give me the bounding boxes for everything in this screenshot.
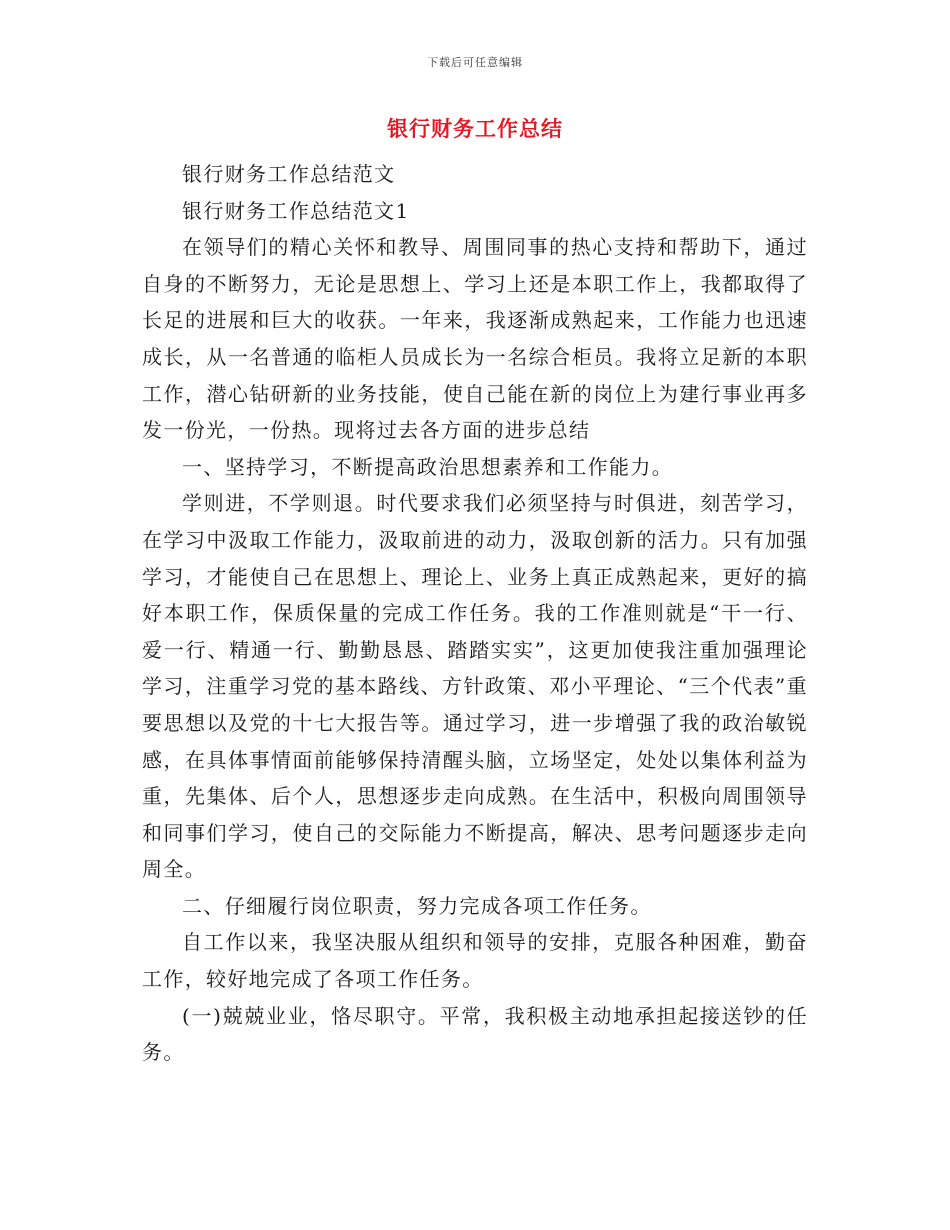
subsection-paragraph-1: (一)兢兢业业，恪尽职守。平常，我积极主动地承担起接送钞的任务。 xyxy=(142,1003,808,1065)
document-body xyxy=(142,156,808,1071)
section-heading-1: 一、坚持学习，不断提高政治思想素养和工作能力。 xyxy=(182,454,674,479)
duty-paragraph: 自工作以来，我坚决服从组织和领导的安排，克服各种困难，勤奋工作，较好地完成了各项工作任务。 xyxy=(142,930,808,992)
subtitle-paragraph-1: 银行财务工作总结范文1 xyxy=(182,198,410,223)
section-heading-2: 二、仔细履行岗位职责，努力完成各项工作任务。 xyxy=(182,893,652,918)
document-title: 银行财务工作总结 xyxy=(387,116,563,141)
study-paragraph: 学则进，不学则退。时代要求我们必须坚持与时俱进，刻苦学习，在学习中汲取工作能力，汲取前进的动力，汲取创新的活力。只有加强学习，才能使自己在思想上、理论上、业务上真正成熟起来，更好的搞好本职工作，保质保量的完成工作任务。我的工作准则就是“干一行、爱一行、精通一行、勤勤恳恳、踏踏实实”，这更加使我注重加强理论学习，注重学习党的基本路线、方针政策、邓小平理论、“三个代表”重要思想以及党的十七大报告等。通过学习，进一步增强了我的政治敏锐感，在具体事情面前能够保持清醒头脑，立场坚定，处处以集体利益为重，先集体、后个人，思想逐步走向成熟。在生活中，积极向周围领导和同事们学习，使自己的交际能力不断提高，解决、思考问题逐步走向周全。 xyxy=(142,491,808,882)
intro-paragraph: 在领导们的精心关怀和教导、周围同事的热心支持和帮助下，通过自身的不断努力，无论是思想上、学习上还是本职工作上，我都取得了长足的进展和巨大的收获。一年来，我逐渐成熟起来，工作能力也迅速成长，从一名普通的临柜人员成长为一名综合柜员。我将立足新的本职工作，潜心钻研新的业务技能，使自己能在新的岗位上为建行事业再多发一份光，一份热。现将过去各方面的进步总结 xyxy=(142,235,808,443)
page-header-note: 下载后可任意编辑 xyxy=(427,56,523,69)
subtitle-paragraph: 银行财务工作总结范文 xyxy=(182,162,396,186)
